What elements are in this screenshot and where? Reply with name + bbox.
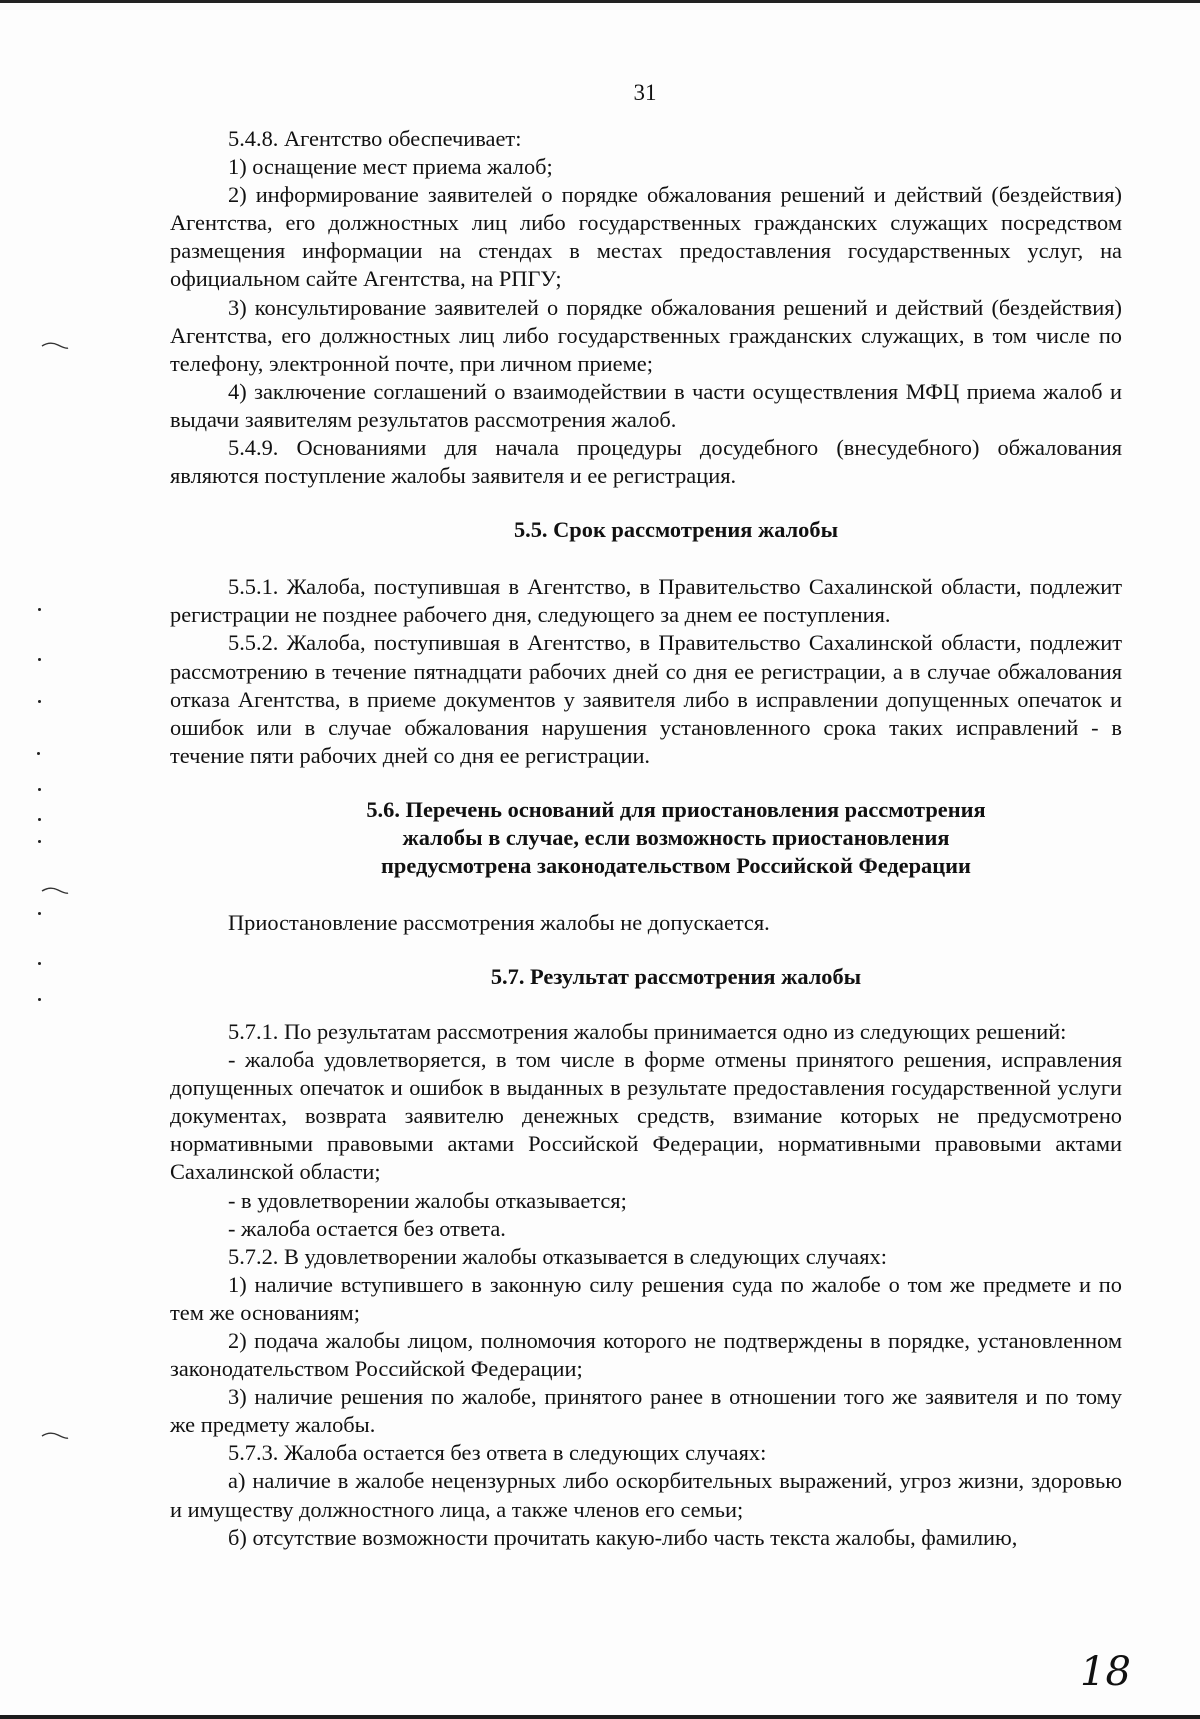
paragraph: 5.5.1. Жалоба, поступившая в Агентство, в Правительство Сахалинской области, подлежит регистрации не позднее рабочего дня, следующего за днем ее поступления. (170, 574, 1122, 628)
paragraph: 5.4.8. Агентство обеспечивает: (228, 126, 522, 151)
heading-line: предусмотрена законодательством Российской Федерации (381, 852, 971, 878)
paragraph: - в удовлетворении жалобы отказывается; (228, 1187, 627, 1213)
heading-line: жалобы в случае, если возможность приостановления (402, 824, 950, 850)
scan-speck (38, 658, 41, 661)
section-heading-5-7: 5.7. Результат рассмотрения жалобы (490, 963, 862, 989)
paragraph: 2) информирование заявителей о порядке обжалования решений и действий (бездействия) Агентства, его должностных лиц либо государственных гражданских служащих посредством размещения информации на стендах в местах предоставления государственных услуг, на официальном сайте Агентства, на РПГУ; (170, 182, 1122, 292)
handwritten-page-number (1078, 1643, 1138, 1693)
scan-speck (38, 818, 41, 821)
bottom-border-line (0, 1715, 1200, 1719)
handwritten-number-text: 18 (1080, 1649, 1131, 1693)
paragraph: 5.4.9. Основаниями для начала процедуры досудебного (внесудебного) обжалования являются поступление жалобы заявителя и ее регистрация. (170, 435, 1122, 489)
paragraph: 1) наличие вступившего в законную силу решения суда по жалобе о том же предмете и по тем же основаниям; (170, 1271, 1122, 1325)
paragraph: 5.5.2. Жалоба, поступившая в Агентство, в Правительство Сахалинской области, подлежит рассмотрению в течение пятнадцати рабочих дней со дня ее регистрации, а в случае обжалования отказа Агентства, в приеме документов у заявителя либо в исправлении допущенных опечаток и ошибок или в случае обжалования нарушения установленного срока таких исправлений - в течение пяти рабочих дней со дня ее регистрации. (170, 630, 1122, 768)
section-heading-5-5: 5.5. Срок рассмотрения жалобы (513, 517, 839, 543)
document-body (170, 125, 1122, 1552)
paragraph: 5.7.3. Жалоба остается без ответа в следующих случаях: (228, 1440, 767, 1466)
scan-mark (40, 1430, 70, 1440)
paragraph: Приостановление рассмотрения жалобы не допускается. (228, 909, 770, 935)
paragraph: 3) наличие решения по жалобе, принятого ранее в отношении того же заявителя и по тому же предмету жалобы. (170, 1384, 1122, 1438)
scan-speck (38, 788, 41, 791)
scan-mark (40, 340, 70, 350)
scan-speck (38, 608, 41, 611)
scan-speck (38, 912, 41, 915)
scan-speck (37, 752, 40, 755)
scan-speck (38, 840, 41, 843)
page-number: 31 (633, 80, 657, 105)
scan-speck (38, 998, 41, 1001)
paragraph: 4) заключение соглашений о взаимодействии в части осуществления МФЦ приема жалоб и выдачи заявителям результатов рассмотрения жалоб. (170, 378, 1122, 432)
paragraph: 1) оснащение мест приема жалоб; (228, 154, 553, 180)
paragraph: 5.7.1. По результатам рассмотрения жалобы принимается одно из следующих решений: (228, 1018, 1067, 1044)
paragraph: 5.7.2. В удовлетворении жалобы отказывается в следующих случаях: (228, 1243, 887, 1269)
scan-mark (40, 885, 70, 895)
paragraph: б) отсутствие возможности прочитать какую-либо часть текста жалобы, фамилию, (228, 1524, 1018, 1550)
section-heading-5-6 (170, 796, 1122, 880)
paragraph: 3) консультирование заявителей о порядке обжалования решений и действий (бездействия) Агентства, его должностных лиц либо государственных гражданских служащих, в том числе по телефону, электронной почте, при личном приеме; (170, 294, 1122, 376)
scan-speck (38, 962, 41, 965)
paragraph: 2) подача жалобы лицом, полномочия которого не подтверждены в порядке, установленном законодательством Российской Федерации; (170, 1328, 1122, 1382)
scan-speck (38, 700, 41, 703)
heading-line: 5.6. Перечень оснований для приостановления рассмотрения (366, 796, 986, 822)
top-border-line (0, 0, 1200, 3)
paragraph: - жалоба удовлетворяется, в том числе в форме отмены принятого решения, исправления допущенных опечаток и ошибок в выданных в результате предоставления государственной услуги документах, возврата заявителю денежных средств, взимание которых не предусмотрено нормативными правовыми актами Российской Федерации, нормативными правовыми актами Сахалинской области; (170, 1047, 1122, 1185)
paragraph: - жалоба остается без ответа. (228, 1215, 506, 1241)
paragraph: а) наличие в жалобе нецензурных либо оскорбительных выражений, угроз жизни, здоровью и имуществу должностного лица, а также членов его семьи; (170, 1468, 1122, 1522)
